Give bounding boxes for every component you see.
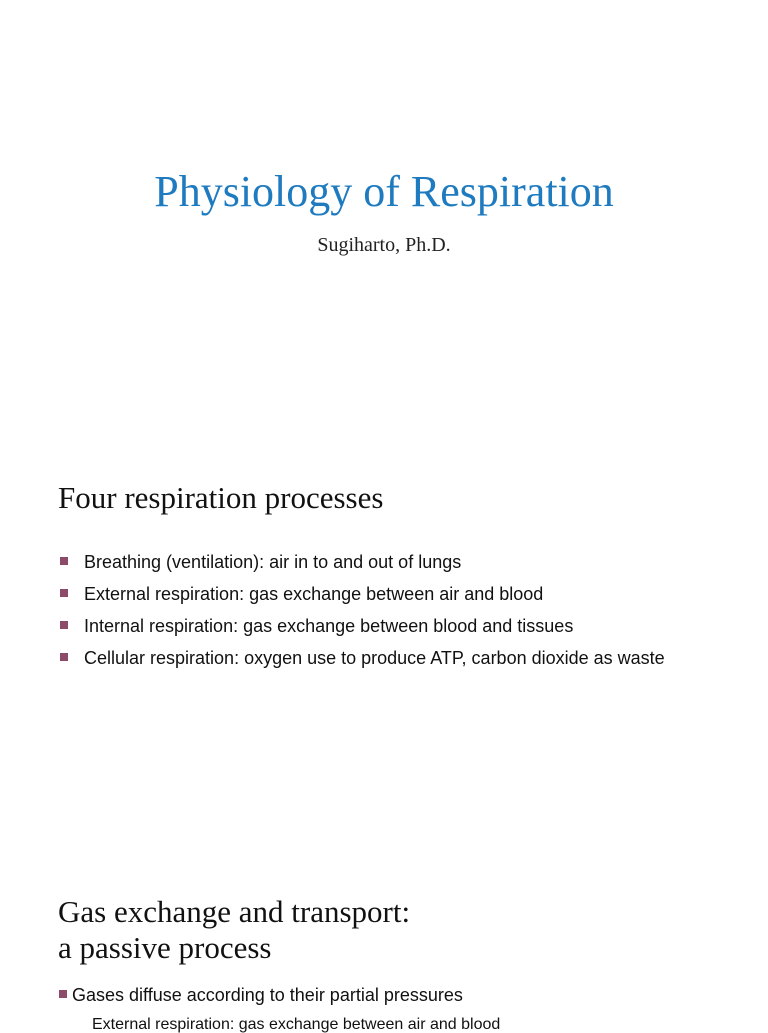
- list-item: [58, 550, 708, 574]
- list-item-text: Breathing (ventilation): air in to and out of lungs: [84, 552, 462, 572]
- list-item-text: External respiration: gas exchange between air and blood: [84, 584, 544, 604]
- author-subtitle: Sugiharto, Ph.D.: [317, 234, 451, 256]
- square-bullet-icon: [60, 589, 68, 597]
- list-item-text: Cellular respiration: oxygen use to produce ATP, carbon dioxide as waste: [84, 648, 665, 668]
- cut-off-text-line: [92, 1016, 652, 1033]
- slide-heading: Four respiration processes: [58, 480, 384, 515]
- list-item: [58, 582, 708, 606]
- bullet-list: [58, 983, 708, 1015]
- square-bullet-icon: [60, 653, 68, 661]
- heading-line-1: Gas exchange and transport:: [58, 894, 411, 929]
- list-item: [58, 614, 708, 638]
- cut-off-text: External respiration: gas exchange between air and blood: [92, 1016, 501, 1033]
- list-item-text: Gases diffuse according to their partial pressures: [72, 985, 463, 1005]
- list-item-text: Internal respiration: gas exchange between blood and tissues: [84, 616, 574, 636]
- respiration-processes-slide: [0, 430, 768, 850]
- presentation-title: Physiology of Respiration: [154, 167, 614, 216]
- square-bullet-icon: [59, 990, 67, 998]
- list-item: [58, 646, 708, 670]
- square-bullet-icon: [60, 557, 68, 565]
- title-slide: [0, 0, 768, 430]
- slide-heading: [58, 894, 410, 966]
- bullet-list: [58, 550, 708, 678]
- gas-exchange-slide: [0, 850, 768, 1033]
- square-bullet-icon: [60, 621, 68, 629]
- list-item: [58, 983, 708, 1007]
- heading-line-2: a passive process: [58, 930, 272, 965]
